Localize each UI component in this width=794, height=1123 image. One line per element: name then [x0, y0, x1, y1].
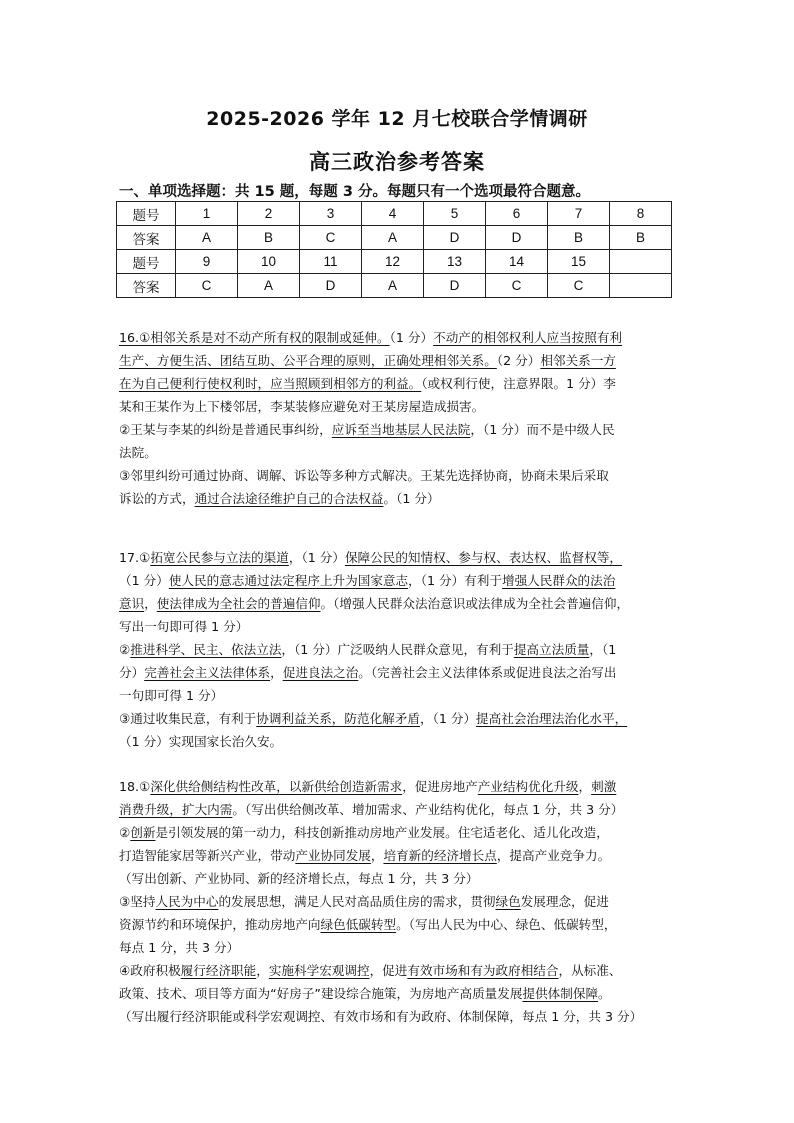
key-point: 绿色 — [495, 894, 521, 909]
section-heading: 一、单项选择题：共 15 题，每题 3 分。每题只有一个选项最符合题意。 — [119, 184, 590, 200]
text-line: （写出创新、产业协同、新的经济增长点，每点 1 分，共 3 分） — [119, 871, 479, 886]
text-line: （1 分）实现国家长治久安。 — [119, 734, 283, 749]
table-cell: A — [176, 226, 238, 250]
table-cell: 答案 — [117, 274, 176, 298]
body-text: ， — [270, 665, 283, 680]
body-text: ， — [370, 848, 384, 863]
key-point: 深化供给侧结构性改革，以新供给创造新需求 — [150, 779, 403, 794]
key-point: 相邻关系一方 — [540, 353, 616, 368]
table-cell: B — [548, 226, 610, 250]
table-row — [117, 202, 672, 226]
table-cell: 2 — [238, 202, 300, 226]
text-line — [119, 661, 691, 684]
table-row — [117, 226, 672, 250]
key-point: 推进科学、民主、依法立法 — [130, 642, 282, 657]
table-cell: A — [238, 274, 300, 298]
key-point: 产业协同发展 — [295, 848, 371, 863]
text-line — [119, 546, 691, 569]
body-text: ③坚持 — [119, 894, 156, 909]
body-text: ，促进房地产 — [402, 779, 478, 794]
table-cell: A — [362, 226, 424, 250]
text-line — [119, 959, 691, 982]
text-line: 一句即可得 1 分） — [119, 688, 224, 703]
answer-17 — [119, 546, 691, 753]
score-note: 。（1 分） — [383, 491, 440, 506]
table-cell: A — [362, 274, 424, 298]
table-cell: D — [300, 274, 362, 298]
key-point: 应诉至当地基层人民法院 — [331, 422, 471, 437]
key-point: 完善社会主义法律体系 — [144, 665, 271, 680]
score-note: 。（增强人民群众法治意识或法律成为全社会普遍信仰， — [320, 596, 630, 611]
score-note: 分） — [119, 665, 145, 680]
table-cell: 答案 — [117, 226, 176, 250]
body-text: ② — [119, 642, 131, 657]
text-line — [119, 913, 691, 936]
table-cell: C — [486, 274, 548, 298]
body-text: ， — [578, 779, 592, 794]
table-cell: D — [424, 226, 486, 250]
table-cell: B — [238, 226, 300, 250]
text-line — [119, 418, 691, 441]
table-cell: 11 — [300, 250, 362, 274]
key-point: 产业结构优化升级 — [477, 779, 579, 794]
body-text: ， — [256, 963, 269, 978]
table-cell: 10 — [238, 250, 300, 274]
table-cell: 5 — [424, 202, 486, 226]
score-note: 。（写出人民为中心、绿色、低碳转型， — [396, 917, 617, 932]
answer-16 — [119, 326, 691, 510]
body-text: 诉讼的方式， — [119, 491, 195, 506]
body-text: ， — [144, 596, 157, 611]
score-note: （或权利行使，注意界限。1 分）李 — [421, 376, 616, 391]
page-subtitle: 高三政治参考答案 — [309, 150, 485, 174]
key-point: 拓宽公民参与立法的渠道 — [150, 550, 289, 565]
text-line: 某和王某作为上下楼邻居，李某装修应避免对王某房屋造成损害。 — [119, 399, 485, 414]
score-note: 。（完善社会主义法律体系或促进良法之治写出 — [358, 665, 617, 680]
text-line — [119, 707, 691, 730]
body-text: ④政府积极 — [119, 963, 181, 978]
table-cell — [610, 274, 672, 298]
table-cell: C — [300, 226, 362, 250]
score-note: （1 分） — [119, 573, 169, 588]
score-note: ，（1 分） — [419, 711, 477, 726]
text-line — [119, 349, 691, 372]
text-line — [119, 592, 691, 615]
key-point: 履行经济职能 — [180, 963, 257, 978]
table-cell: 7 — [548, 202, 610, 226]
table-cell: 6 — [486, 202, 548, 226]
score-note: 。（写出供给侧改革、增加需求、产业结构优化，每点 1 分，共 3 分） — [232, 802, 624, 817]
body-text: 打造智能家居等新兴产业，带动 — [119, 848, 296, 863]
table-cell: 3 — [300, 202, 362, 226]
text-line — [119, 982, 691, 1005]
key-point: 实施科学宏观调控 — [268, 963, 370, 978]
body-text: ，从标准、 — [558, 963, 622, 978]
key-point: 通过合法途径维护自己的合法权益 — [194, 491, 384, 506]
key-point: 意识 — [119, 596, 145, 611]
text-line: ③邻里纠纷可通过协商、调解、诉讼等多种方式解决。王某先选择协商，协商未果后采取 — [119, 468, 609, 483]
key-point: 协调利益关系，防范化解矛盾 — [256, 711, 420, 726]
body-text: 政策、技术、项目等方面为“好房子”建设综合施策，为房地产高质量发展 — [119, 986, 523, 1001]
body-text: 资源节约和环境保护，推动房地产向 — [119, 917, 321, 932]
key-point: 保障公民的知情权、参与权、表达权、监督权等， — [344, 550, 623, 565]
score-note: （1 分） — [389, 330, 434, 345]
table-cell: C — [176, 274, 238, 298]
score-note: ，（1 分）有利于 — [408, 573, 502, 588]
table-row — [117, 250, 672, 274]
key-point: 有效市场和有为政府相结合 — [407, 963, 559, 978]
key-point: 刺激 — [591, 779, 617, 794]
body-text: 发展理念，促进 — [520, 894, 609, 909]
key-point: 人民为中心 — [155, 894, 219, 909]
page-title: 2025-2026 学年 12 月七校联合学情调研 — [206, 108, 588, 130]
table-cell: 9 — [176, 250, 238, 274]
body-text: 18.① — [119, 779, 151, 794]
key-point: 提高立法质量 — [513, 642, 590, 657]
body-text: ，促进 — [369, 963, 408, 978]
key-point: 创新 — [130, 825, 156, 840]
key-point: 在为自己便利行使权利时，应当照顾到相邻方的利益。 — [119, 376, 422, 391]
table-cell — [610, 250, 672, 274]
body-text: ，提高产业竞争力。 — [496, 848, 611, 863]
text-line — [119, 326, 691, 349]
key-point: 生产、方便生活、团结互助、公平合理的原则，正确处理相邻关系。 — [119, 353, 497, 368]
body-text: ② — [119, 825, 131, 840]
key-point: 提供体制保障 — [522, 986, 599, 1001]
body-text: 17.① — [119, 550, 151, 565]
table-cell: 题号 — [117, 250, 176, 274]
text-line: 法院。 — [119, 445, 157, 460]
table-cell: 8 — [610, 202, 672, 226]
table-cell: D — [486, 226, 548, 250]
table-cell: B — [610, 226, 672, 250]
table-cell: 题号 — [117, 202, 176, 226]
table-cell: 4 — [362, 202, 424, 226]
key-point: 培育新的经济增长点 — [383, 848, 497, 863]
key-point: 增强人民群众的法治 — [501, 573, 616, 588]
text-line — [119, 372, 691, 395]
score-note: ，（1 — [589, 642, 617, 657]
text-line — [119, 775, 691, 798]
table-cell: 14 — [486, 250, 548, 274]
table-cell: 13 — [424, 250, 486, 274]
table-cell: D — [424, 274, 486, 298]
table-cell: 15 — [548, 250, 610, 274]
text-line — [119, 487, 691, 510]
body-text: 的发展思想，满足人民对高品质住房的需求，贯彻 — [218, 894, 496, 909]
text-line — [119, 798, 691, 821]
body-text: ②王某与李某的纠纷是普通民事纠纷， — [119, 422, 332, 437]
text-line: （写出履行经济职能或科学宏观调控、有效市场和有为政府、体制保障，每点 1 分，共 3 分） — [119, 1009, 643, 1024]
table-cell: 1 — [176, 202, 238, 226]
text-line — [119, 569, 691, 592]
score-note: （2 分） — [496, 353, 541, 368]
key-point: 绿色低碳转型 — [320, 917, 397, 932]
text-line — [119, 890, 691, 913]
body-text: 是引领发展的第一动力，科技创新推动房地产业发展。住宅适老化、适儿化改造， — [155, 825, 609, 840]
text-line: 写出一句即可得 1 分） — [119, 619, 249, 634]
key-point: 不动产的相邻权利人应当按照有利 — [433, 330, 623, 345]
key-point: 16.①相邻关系是对不动产所有权的限制或延伸。 — [119, 330, 390, 345]
text-line — [119, 638, 691, 661]
table-cell: 12 — [362, 250, 424, 274]
score-note: ，（1 分） — [288, 550, 345, 565]
answer-18 — [119, 775, 691, 1028]
key-point: 消费升级，扩大内需 — [119, 802, 233, 817]
table-cell: C — [548, 274, 610, 298]
key-point: 使法律成为全社会的普遍信仰 — [156, 596, 321, 611]
body-text: ③通过收集民意，有利于 — [119, 711, 257, 726]
key-point: 使人民的意志通过法定程序上升为国家意志 — [168, 573, 409, 588]
score-note: ，（1 分）而不是中级人民 — [470, 422, 615, 437]
text-line — [119, 844, 691, 867]
table-row — [117, 274, 672, 298]
body-text: 。 — [598, 986, 611, 1001]
text-line — [119, 821, 691, 844]
text-line: 每点 1 分，共 3 分） — [119, 940, 240, 955]
answer-table — [116, 201, 672, 298]
score-note: ，（1 分）广泛吸纳人民群众意见，有利于 — [281, 642, 514, 657]
key-point: 促进良法之治 — [282, 665, 359, 680]
key-point: 提高社会治理法治化水平， — [476, 711, 628, 726]
